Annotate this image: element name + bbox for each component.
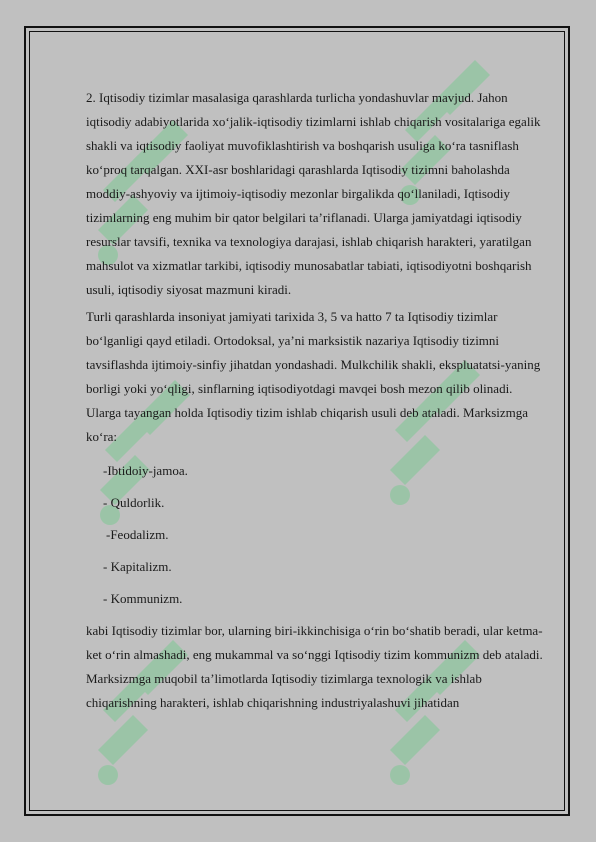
paragraph-1: 2. Iqtisodiy tizimlar masalasiga qarashlarda turlicha yondashuvlar mavjud. Jahon iqtisodiy adabiyotlarida xo‘jalik-iqtisodiy tizimlarni ishlab chiqarish vositalariga egalik shakli va iqtisodiy faoliyat muvofiklashtirish va boshqarish usuliga ko‘ra tasniflash ko‘proq tarqalgan. XXI-asr boshlaridagi qarashlarda Iqtisodiy tizimni baholashda moddiy-ashyoviy va ijtimoiy-iqtisodiy mezonlar birgalikda qo‘llaniladi, Iqtisodiy tizimlarning eng muhim bir qator belgilari ta’riflanadi. Ularga jamiyatdagi iqtisodiy resurslar tavsifi, texnika va texnologiya darajasi, ishlab chiqarish harakteri, yaratilgan mahsulot va xizmatlar tarkibi, iqtisodiy munosabatlar tabiati, iqtisodiyotni boshqarish usuli, iqtisodiy siyosat mazmuni kiradi. bbox=[86, 90, 541, 297]
list-item: - Kapitalizm. bbox=[103, 559, 172, 574]
list-item: - Quldorlik. bbox=[103, 495, 165, 510]
paragraph-3: kabi Iqtisodiy tizimlar bor, ularning biri-ikkinchisiga o‘rin bo‘shatib beradi, ular ketma-ket o‘rin almashadi, eng mukammal va so‘nggi Iqtisodiy tizim kommunizm deb ataladi. Marksizmga muqobil ta’limotlarda Iqtisodiy tizimlarga texnologik va ishlab chiqarishning harakteri, ishlab chiqarishning industriyalashuvi jihatidan bbox=[86, 623, 543, 710]
document-body bbox=[86, 86, 548, 718]
list-item: -Feodalizm. bbox=[106, 527, 169, 542]
paragraph-2: Turli qarashlarda insoniyat jamiyati tarixida 3, 5 va hatto 7 ta Iqtisodiy tizimlar bo‘lganligi qayd etiladi. Ortodoksal, ya’ni marksistik nazariya Iqtisodiy tizimni tavsiflashda ijtimoiy-sinfiy jihatdan yondashadi. Mulkchilik shakli, ekspluatatsi-yaning borligi yoki yo‘qligi, sinflarning iqtisodiyotdagi mavqei bosh mezon qilib olinadi. Ularga tayangan holda Iqtisodiy tizim ishlab chiqarish usuli deb ataladi. Marksizmga ko‘ra: bbox=[86, 309, 541, 444]
list-item: -Ibtidoiy-jamoa. bbox=[103, 463, 188, 478]
list-item: - Kommunizm. bbox=[103, 591, 183, 606]
